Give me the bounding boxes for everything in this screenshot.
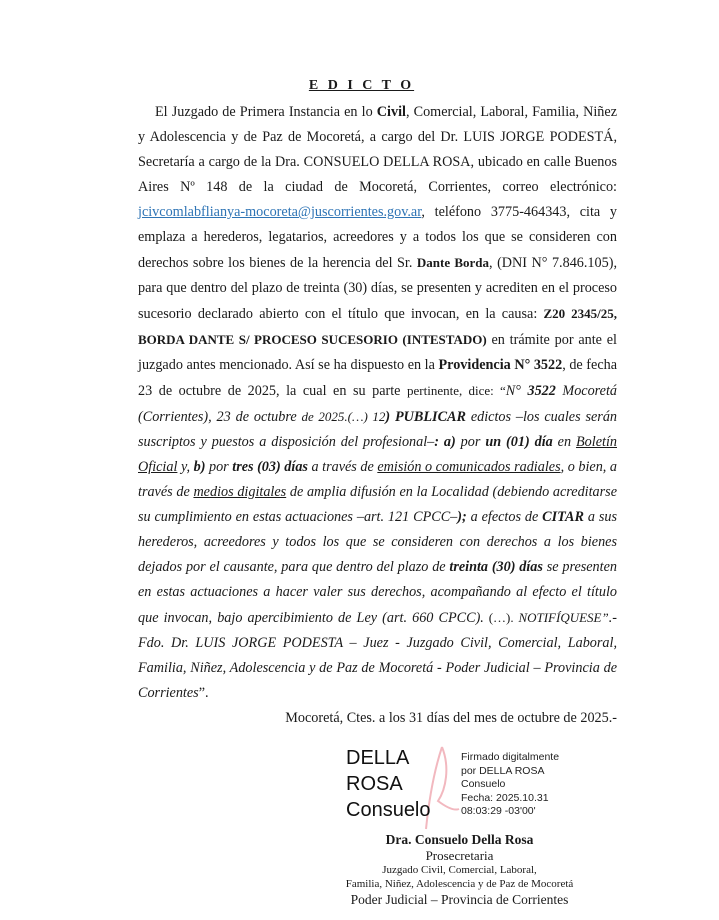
text: ); (457, 509, 467, 525)
document-title: E D I C T O (308, 78, 415, 93)
digital-signature (138, 745, 617, 831)
text: ”. (198, 685, 209, 701)
providencia-ref: Providencia N° 3522 (438, 357, 563, 373)
case-caption: Z20 2345/25, BORDA DANTE S/ PROCESO SUCESORIO (INTESTADO) (138, 306, 617, 347)
text: N° (505, 383, 528, 399)
deceased-name: Dante Borda (416, 255, 490, 270)
publicar-bold: PUBLICAR (395, 409, 466, 425)
date-line: Mocoretá, Ctes. a los 31 días del mes de octubre de 2025.- (285, 710, 617, 726)
text: , (DNI N° 7.846.105), para que dentro del plazo de treinta (30) días, se presenten y acrediten en el proceso sucesorio declarado abierto con el título que invocan, en la causa: (138, 255, 617, 322)
signer-role: Prosecretaria (425, 848, 494, 863)
text: , teléfono 3775-464343, cita y emplaza a herederos, legatarios, acreedores y a todos los que se consideren con derechos sobre los bienes de la herencia del Sr. (138, 204, 617, 271)
text: Fecha: 2025.10.31 (461, 791, 549, 804)
text: se presenten en estas actuaciones a hacer valer sus derechos, acompañando al efecto el título que invocan, bajo apercibimiento de Ley (art. 660 CPCC). (138, 559, 617, 626)
text: Firmado digitalmente (461, 751, 560, 763)
signature-metadata (461, 751, 559, 819)
quote (138, 383, 617, 626)
text: Consuelo (346, 799, 431, 821)
text: 08:03:29 -03'00' (461, 805, 536, 817)
citar-bold: CITAR (542, 509, 584, 525)
text: , de fecha 23 de octubre de 2025, la cual en su parte (138, 357, 618, 399)
text: a efectos de (466, 509, 543, 525)
text: NOTIFÍQUESE” (518, 610, 609, 625)
civil-bold: Civil (376, 104, 406, 120)
text: 3522 (527, 383, 556, 399)
text: Mocoretá (Corrientes), 23 de octubre (138, 383, 618, 425)
boletin-oficial: Boletín Oficial (138, 434, 617, 475)
text: b) (193, 459, 206, 475)
text: por (455, 434, 486, 450)
text: de amplia difusión en la Localidad (debiendo acreditarse su cumplimiento en estas actuaciones –art. 121 CPCC– (138, 484, 617, 525)
text: : a) (434, 434, 456, 450)
digital-media: medios digitales (193, 484, 287, 500)
text: en (552, 434, 577, 450)
text: por DELLA ROSA (461, 764, 545, 777)
signer-name: Dra. Consuelo Della Rosa (385, 832, 534, 847)
text: ) (385, 409, 395, 425)
text: El Juzgado de Primera Instancia en lo (155, 104, 377, 120)
text: de 2025.(…) 12 (301, 409, 386, 424)
text: , o bien, a través de (138, 459, 617, 500)
email-link[interactable]: jcivcomlabflianya-mocoreta@juscorrientes.gov.ar (138, 204, 422, 220)
content-column (138, 100, 617, 831)
edict-body (138, 100, 617, 706)
text: treinta (30) días (449, 559, 543, 575)
text: tres (03) días (232, 459, 308, 475)
text: a través de (307, 459, 378, 475)
radio-media: emisión o comunicados radiales (377, 459, 561, 475)
text: edictos –los cuales serán suscriptos y puestos a disposición del profesional– (138, 409, 618, 450)
text: en trámite por ante el juzgado antes mencionado. Así se ha dispuesto en la (138, 332, 617, 373)
text: , Comercial, Laboral, Familia, Niñez y Adolescencia y de Paz de Mocoretá, a cargo del Dr. LUIS JORGE PODESTÁ, Secretaría a cargo de la Dra. CONSUELO DELLA ROSA, ubicado en calle Buenos Aires Nº 148 de la ciudad de Mocoretá, Corrientes, correo electrónico: (138, 104, 617, 195)
text: DELLA (346, 747, 410, 769)
text: ROSA (346, 773, 403, 795)
text: un (01) día (485, 434, 553, 450)
signer-court-line1: Juzgado Civil, Comercial, Laboral, (382, 864, 537, 876)
text: pertinente, dice: “ (407, 383, 506, 398)
text: a sus herederos, acreedores y todos los que se consideren con derechos a los bienes dejados por el causante, para que dentro del plazo de (138, 509, 617, 575)
signer-court-line2: Familia, Niñez, Adolescencia y de Paz de Mocoretá (345, 877, 574, 890)
text: por (205, 459, 233, 475)
signer-block (300, 831, 619, 908)
signature-name (346, 745, 431, 823)
text: (…). (483, 610, 519, 625)
text: Consuelo (461, 778, 506, 790)
signer-institution: Poder Judicial – Provincia de Corrientes (350, 892, 569, 907)
text: .- Fdo. Dr. LUIS JORGE PODESTA – Juez - Juzgado Civil, Comercial, Laboral, Familia, Niñez, Adolescencia y de Paz de Mocoretá - Poder Judicial – Provincia de Corrientes (138, 610, 617, 701)
text: y, (177, 459, 194, 475)
